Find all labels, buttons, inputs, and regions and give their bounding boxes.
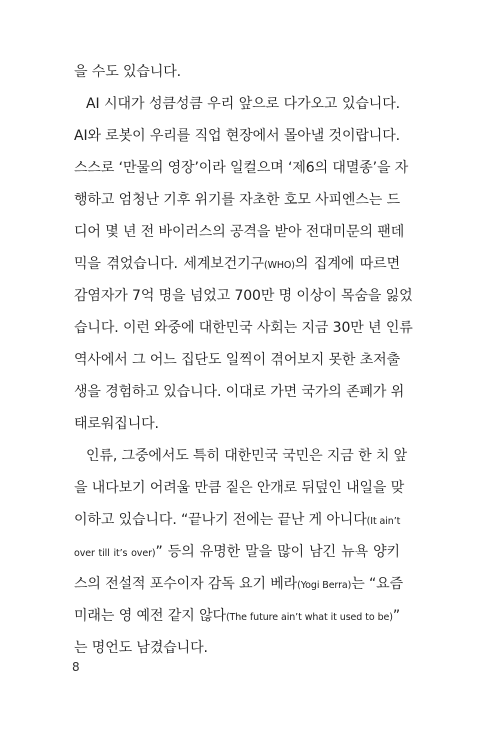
parenthetical-note: (WHO) bbox=[263, 260, 295, 271]
text-run: ” 등의 유명한 말을 많이 남긴 뉴욕 양키 bbox=[155, 544, 400, 560]
text-line bbox=[74, 632, 400, 664]
text-line bbox=[74, 472, 405, 504]
text-run: 습니다. 이런 와중에 대한민국 사회는 지금 30만 년 인류 bbox=[74, 320, 413, 336]
text-run: 미래는 영 예전 같지 않다 bbox=[74, 608, 226, 624]
text-run: 태로워집니다. bbox=[74, 416, 159, 432]
text-line bbox=[74, 152, 409, 184]
text-line bbox=[74, 344, 400, 376]
text-run: 스스로 ‘만물의 영장’이라 일컬으며 ‘제6의 대멸종’을 자 bbox=[74, 160, 409, 176]
text-line bbox=[74, 184, 400, 216]
body-text bbox=[74, 56, 413, 664]
text-run: 을 내다보기 어려울 만큼 짙은 안개로 뒤덮인 내일을 맞 bbox=[74, 480, 405, 496]
text-line bbox=[74, 568, 403, 600]
text-run: AI 시대가 성큼성큼 우리 앞으로 다가오고 있습니다. bbox=[86, 96, 400, 112]
english-quote: (It ain’t bbox=[366, 516, 401, 527]
text-line bbox=[74, 440, 408, 472]
text-run: 의 집계에 따르면 bbox=[294, 256, 401, 272]
text-run: AI와 로봇이 우리를 직업 현장에서 몰아낼 것이랍니다. bbox=[74, 128, 400, 144]
text-line bbox=[74, 376, 405, 408]
english-name: (Yogi Berra) bbox=[297, 580, 352, 591]
text-run: 이하고 있습니다. “끝나기 전에는 끝난 게 아니다 bbox=[74, 512, 367, 528]
page-number: 8 bbox=[72, 660, 80, 674]
text-run: 믹을 겪었습니다. 세계보건기구 bbox=[74, 256, 264, 272]
text-line bbox=[74, 504, 400, 536]
text-run: 을 수도 있습니다. bbox=[74, 64, 182, 80]
text-run: 감염자가 7억 명을 넘었고 700만 명 이상이 목숨을 잃었 bbox=[74, 288, 413, 304]
english-quote: over till it’s over) bbox=[74, 548, 156, 559]
text-run: ” bbox=[392, 608, 401, 624]
text-run: 스의 전설적 포수이자 감독 요기 베라 bbox=[74, 576, 298, 592]
text-run: 는 명언도 남겼습니다. bbox=[74, 640, 208, 656]
text-line bbox=[74, 408, 400, 440]
text-line bbox=[74, 56, 400, 88]
text-line bbox=[74, 88, 400, 120]
text-line bbox=[74, 536, 400, 568]
english-quote: (The future ain’t what it used to be) bbox=[225, 612, 393, 623]
text-line bbox=[74, 600, 400, 632]
text-line bbox=[74, 312, 413, 344]
text-run: 역사에서 그 어느 집단도 일찍이 겪어보지 못한 초저출 bbox=[74, 352, 400, 368]
text-run: 디어 몇 년 전 바이러스의 공격을 받아 전대미문의 팬데 bbox=[74, 224, 405, 240]
text-line bbox=[74, 280, 413, 312]
text-run: 행하고 엄청난 기후 위기를 자초한 호모 사피엔스는 드 bbox=[74, 192, 400, 208]
text-run: 는 “요즘 bbox=[351, 576, 403, 592]
text-run: 생을 경험하고 있습니다. 이대로 가면 국가의 존폐가 위 bbox=[74, 384, 405, 400]
text-run: 인류, 그중에서도 특히 대한민국 국민은 지금 한 치 앞 bbox=[86, 448, 408, 464]
text-line bbox=[74, 216, 405, 248]
text-line bbox=[74, 248, 400, 280]
text-line bbox=[74, 120, 400, 152]
